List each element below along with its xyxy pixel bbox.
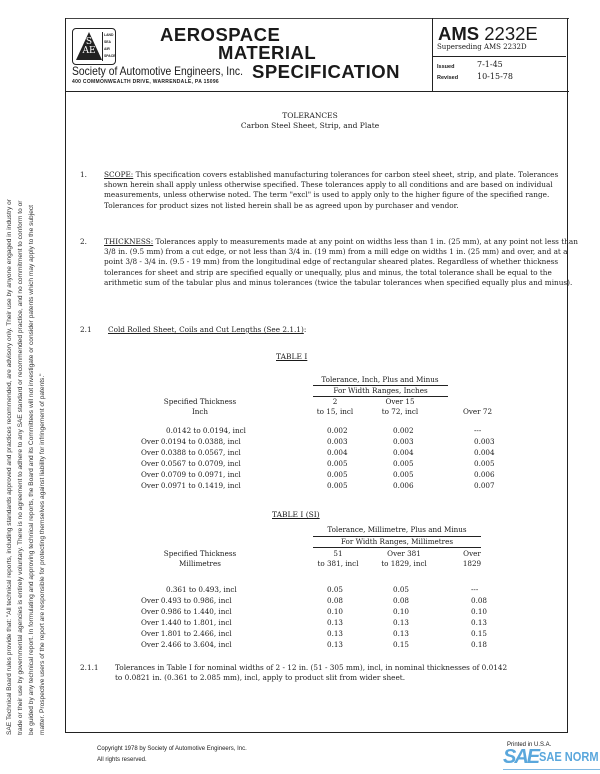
disclaimer-line: trade or their use by governmental agencies is entirely voluntary. There is no agreement to adhere to any SAE standard or recommended practice, and no commitment to conform to or: [17, 200, 24, 735]
title-line-specification: SPECIFICATION: [252, 61, 400, 82]
column-header: Over 15: [385, 397, 415, 406]
column-header: 51: [333, 549, 343, 558]
footer-printed: Printed in U.S.A.: [507, 742, 552, 748]
document-subtitle: Carbon Steel Sheet, Strip, and Plate: [240, 121, 380, 130]
row-header: Millimetres: [179, 559, 221, 568]
watermark-text: SAE NORM: [539, 749, 599, 764]
table-group-header: For Width Ranges, Millimetres: [340, 537, 454, 546]
column-header: 2: [332, 397, 338, 406]
column-header: to 72, incl: [381, 407, 419, 416]
section-heading: THICKNESS:: [104, 237, 154, 246]
row-header: Inch: [191, 407, 209, 416]
spec-box-divider: [432, 56, 566, 57]
document-title-block: [200, 111, 420, 131]
row-header: Specified Thickness: [163, 397, 237, 406]
section-heading: Cold Rolled Sheet, Coils and Cut Lengths (See 2.1.1): [108, 325, 304, 334]
column-header: to 381, incl: [317, 559, 359, 568]
disclaimer-line: matter. Prospective users of the report are responsible for protecting themselves against liability for infringement of patents.": [39, 373, 46, 735]
column-header: Over 381: [387, 549, 421, 558]
section-heading: SCOPE:: [104, 170, 134, 179]
column-header: Over 72: [462, 407, 493, 416]
header-divider: [65, 91, 569, 92]
column-header: 1829: [462, 559, 482, 568]
row-header: Specified Thickness: [163, 549, 237, 558]
superseding-note: Superseding AMS 2232D: [437, 43, 527, 51]
sae-norm-watermark: [503, 746, 600, 774]
section-text: Tolerances in Table I for nominal widths of 2 - 12 in. (51 - 305 mm), incl, in nominal thicknesses of 0.0142 to 0.0821 in. (0.361 to 2.085 mm), incl, apply to product slit from wider sheet.: [115, 663, 508, 683]
revised-label: Revised: [437, 75, 459, 81]
organization-name: Society of Automotive Engineers, Inc.: [72, 64, 243, 78]
organization-address: 400 COMMONWEALTH DRIVE, WARRENDALE, PA 15096: [72, 79, 220, 85]
table-group-header: Tolerance, Inch, Plus and Minus: [321, 375, 439, 384]
table-caption: TABLE I (SI): [272, 510, 320, 519]
footer-copyright: Copyright 1978 by Society of Automotive Engineers, Inc. All rights reserved.: [97, 746, 247, 763]
section-text: This specification covers established manufacturing tolerances for carbon steel sheet, strip, and plate. Tolerances shown herein shall apply unless otherwise specified. These tolerances apply to all conditions and are based on individual measurements, unless otherwise noted. The term "excl" is used to apply only to the higher figure of the specified range. Tolerances for product sizes not listed herein shall be as agreed upon by purchaser and vendor.: [104, 170, 559, 210]
logo-side-text: LAND SEA AIR SPACE: [102, 32, 115, 61]
table-group-header: For Width Ranges, Inches: [333, 386, 428, 395]
logo-letters: S AE: [82, 37, 96, 56]
title-line-aerospace: AEROSPACE: [160, 24, 281, 45]
issued-date: 7-1-45: [477, 60, 503, 69]
watermark-logo-icon: SAE: [503, 746, 539, 768]
section-text: Tolerances apply to measurements made at any point on widths less than 1 in. (25 mm), at any point not less than 3/8 in. (9.5 mm) from a cut edge, or not less than 3/4 in. (19 mm) from a mill edge on widths 1 in. (25 mm) and over, and at a point 3/8 - 3/4 in. (9.5 - 19 mm) from the longitudinal edge of rectangular sheared plates. Regardless of whether thickness tolerances for sheet and strip are specified equally or unequally, plus and minus, the total tolerance shall be equal to the arithmetic sum of the tabular plus and minus tolerances (twice the tabular tolerances when specified equally plus and minus).: [104, 237, 578, 287]
column-header: to 15, incl: [316, 407, 354, 416]
title-line-material: MATERIAL: [218, 42, 317, 63]
disclaimer-line: be guided by any technical report. In formulating and approving technical reports, the Board and its Committees will not investigate or consider patents which may apply to the subject: [28, 205, 35, 735]
document-title: TOLERANCES: [282, 111, 338, 120]
spec-number: AMS 2232E: [438, 23, 538, 44]
sae-logo: [72, 28, 116, 65]
column-header: Over: [463, 549, 481, 558]
sidebar-disclaimer: [4, 55, 64, 735]
revised-date: 10-15-78: [477, 72, 513, 81]
disclaimer-line: SAE Technical Board rules provide that: "All technical reports, including standards approved and practices recommended, are advisory only. Their use by anyone engaged in industry or: [6, 198, 13, 735]
column-header: to 1829, incl: [381, 559, 427, 568]
table-group-header: Tolerance, Millimetre, Plus and Minus: [327, 525, 467, 534]
issued-label: Issued: [437, 64, 455, 70]
table-caption: TABLE I: [276, 352, 308, 361]
